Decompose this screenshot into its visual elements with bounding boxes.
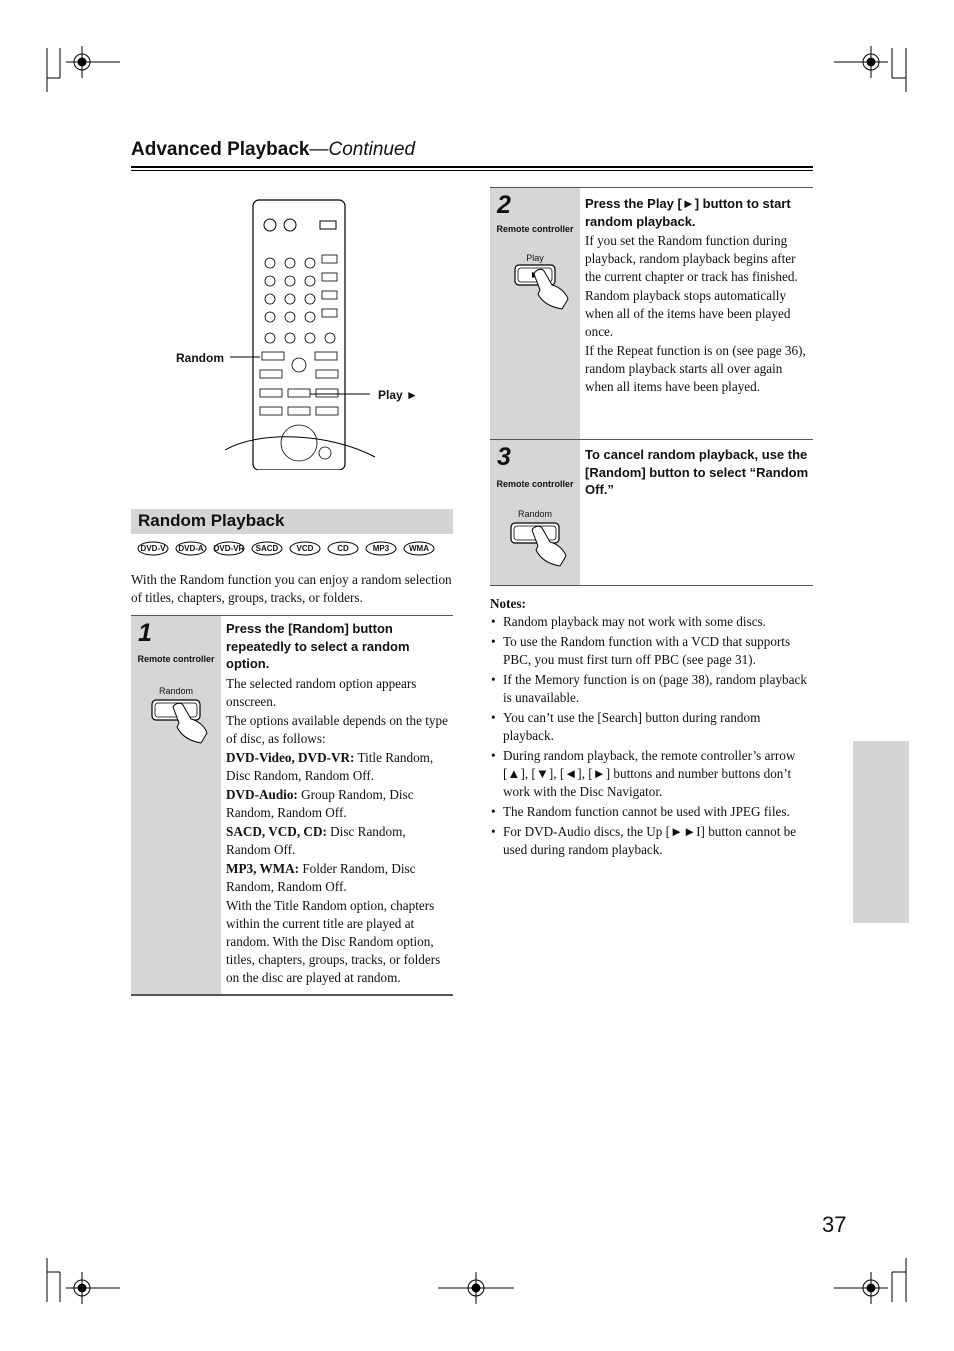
- hand-press-random-icon: [149, 697, 213, 747]
- button-label: Play: [526, 253, 544, 263]
- note-item: • If the Memory function is on (page 38), random playback is unavailable.: [490, 671, 814, 707]
- header-title: Advanced Playback: [131, 139, 310, 160]
- note-item: • Random playback may not work with some discs.: [490, 613, 814, 631]
- step-3-text: [585, 446, 811, 501]
- button-label: Random: [517, 509, 553, 519]
- remote-controller-label: Remote controller: [496, 224, 574, 234]
- notes-list: [490, 613, 814, 859]
- remote-controller-label: Remote controller: [496, 479, 574, 489]
- callout-play: Play ►: [378, 388, 418, 402]
- step-2-lead: Press the Play [►] button to start random playback.: [585, 196, 791, 229]
- note-item: • You can’t use the [Search] button during random playback.: [490, 709, 814, 745]
- step-1-text: [226, 620, 451, 988]
- header-rule-thin: [131, 170, 813, 171]
- step-2-para: If the Repeat function is on (see page 36), random playback starts all over again when all items have been played.: [585, 343, 806, 394]
- note-item: • During random playback, the remote controller’s arrow [▲], [▼], [◄], [►] buttons and number buttons don’t work with the Disc Navigator.: [490, 747, 814, 801]
- disc-icon: DVD-VR: [213, 544, 245, 553]
- note-item: • To use the Random function with a VCD that supports PBC, you must first turn off PBC (see page 31).: [490, 633, 814, 669]
- page-header: [131, 139, 415, 161]
- header-continued: —Continued: [309, 139, 416, 160]
- disc-icon: MP3: [365, 541, 397, 556]
- step-1-closing: With the Title Random option, chapters within the current title are played at random. With the Disc Random option, titles, chapters, groups, tracks, or folders on the disc are played at random.: [226, 897, 441, 985]
- step-1-para: The selected random option appears onscreen.: [226, 675, 417, 709]
- step-2: [490, 187, 813, 440]
- step-1-para: The options available depends on the type of disc, as follows:: [226, 712, 448, 746]
- step-number: 1: [138, 619, 152, 647]
- callout-random: Random: [176, 351, 224, 365]
- step-1-lead: Press the [Random] button repeatedly to select a random option.: [226, 621, 410, 671]
- header-rule: [131, 166, 813, 168]
- step-2-para: If you set the Random function during playback, random playback begins after the current chapter or track has finished.: [585, 233, 798, 284]
- button-label: Random: [158, 686, 194, 696]
- step-3: [490, 439, 813, 586]
- note-item: • The Random function cannot be used with JPEG files.: [490, 803, 814, 821]
- intro-text: With the Random function you can enjoy a random selection of titles, chapters, groups, tracks, or folders.: [131, 572, 452, 605]
- notes: [490, 595, 814, 861]
- step-number: 3: [497, 443, 511, 471]
- option-item: DVD-Audio: Group Random, Disc Random, Random Off.: [226, 786, 414, 820]
- notes-title: Notes:: [490, 596, 526, 611]
- remote-controller-label: Remote controller: [137, 654, 215, 664]
- option-item: DVD-Video, DVD-VR: Title Random, Disc Random, Random Off.: [226, 749, 434, 783]
- step-1-sidebar: [131, 616, 221, 994]
- disc-icon: DVD-V: [137, 541, 169, 556]
- step-2-text: [585, 195, 811, 397]
- option-item: MP3, WMA: Folder Random, Disc Random, Random Off.: [226, 860, 416, 894]
- step-3-lead: To cancel random playback, use the [Random] button to select “Random Off.”: [585, 447, 809, 497]
- section-header: [131, 509, 453, 534]
- hand-press-random-icon: [508, 520, 572, 570]
- page-number: 37: [822, 1212, 847, 1237]
- step-1: [131, 615, 453, 996]
- hand-press-play-icon: [512, 262, 572, 312]
- section-title: Random Playback: [138, 511, 285, 530]
- note-item: • For DVD-Audio discs, the Up [►►I] button cannot be used during random playback.: [490, 823, 814, 859]
- disc-icon: DVD-A: [175, 541, 207, 556]
- disc-icon: SACD: [251, 541, 283, 556]
- option-item: SACD, VCD, CD: Disc Random, Random Off.: [226, 823, 406, 857]
- disc-icon: CD: [327, 541, 359, 556]
- side-tab: [853, 741, 909, 923]
- disc-icons: [137, 541, 435, 556]
- disc-icon: WMA: [403, 541, 435, 556]
- remote-controller-illustration: [220, 195, 380, 470]
- step-number: 2: [497, 191, 511, 219]
- disc-icon: VCD: [289, 541, 321, 556]
- step-2-para: Random playback stops automatically when all of the items have been played once.: [585, 288, 791, 339]
